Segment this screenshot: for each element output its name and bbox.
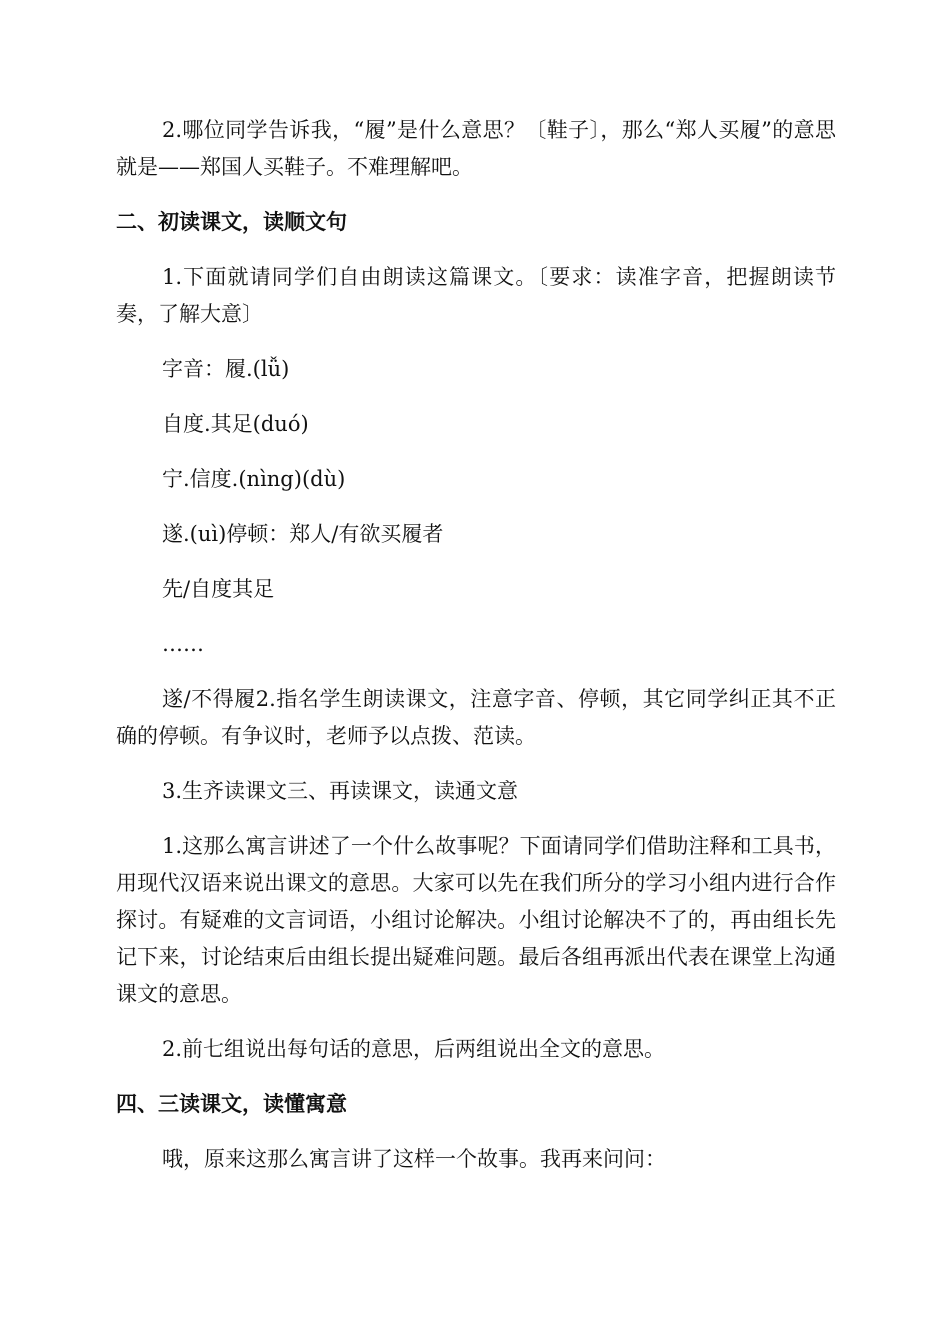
pronunciation-line-3: 宁.信度.(nìng)(dù): [162, 467, 346, 491]
pause-line-1: 遂.(uì)停顿：郑人/有欲买履者: [162, 522, 444, 546]
ellipsis-line: ……: [162, 632, 204, 656]
pause-line-2: 先/自度其足: [162, 577, 275, 601]
paragraph-free-reading: 1.下面就请同学们自由朗读这篇课文。〔要求：读准字音，把握朗读节奏，了解大意〕: [116, 265, 836, 326]
paragraph-group-reading: 3.生齐读课文三、再读课文，读通文意: [162, 779, 519, 803]
paragraph-story-discussion: 1.这那么寓言讲述了一个什么故事呢？下面请同学们借助注释和工具书，用现代汉语来说出课文的意思。大家可以先在我们所分的学习小组内进行合作探讨。有疑难的文言词语，小组讨论解决。小组讨论解决不了的，再由组长先记下来，讨论结束后由组长提出疑难问题。最后各组再派出代表在课堂上沟通课文的意思。: [116, 834, 836, 1006]
pronunciation-line-2: 自度.其足(duó): [162, 412, 309, 436]
document-page: [116, 112, 836, 1178]
paragraph-student-reading: 遂/不得履2.指名学生朗读课文，注意字音、停顿，其它同学纠正其不正确的停顿。有争议时，老师予以点拨、范读。: [116, 687, 836, 748]
paragraph-closing-question: 哦，原来这那么寓言讲了这样一个故事。我再来问问：: [162, 1147, 666, 1171]
section-heading-4: 四、三读课文，读懂寓意: [116, 1092, 347, 1116]
pronunciation-line-1: 字音：履.(lǚ): [162, 357, 290, 381]
section-heading-2: 二、初读课文，读顺文句: [116, 210, 347, 234]
paragraph-meaning-of-lv: 2.哪位同学告诉我，“履”是什么意思？〔鞋子〕，那么“郑人买履”的意思就是——郑国人买鞋子。不难理解吧。: [116, 118, 836, 179]
paragraph-group-tasks: 2.前七组说出每句话的意思，后两组说出全文的意思。: [162, 1037, 666, 1061]
